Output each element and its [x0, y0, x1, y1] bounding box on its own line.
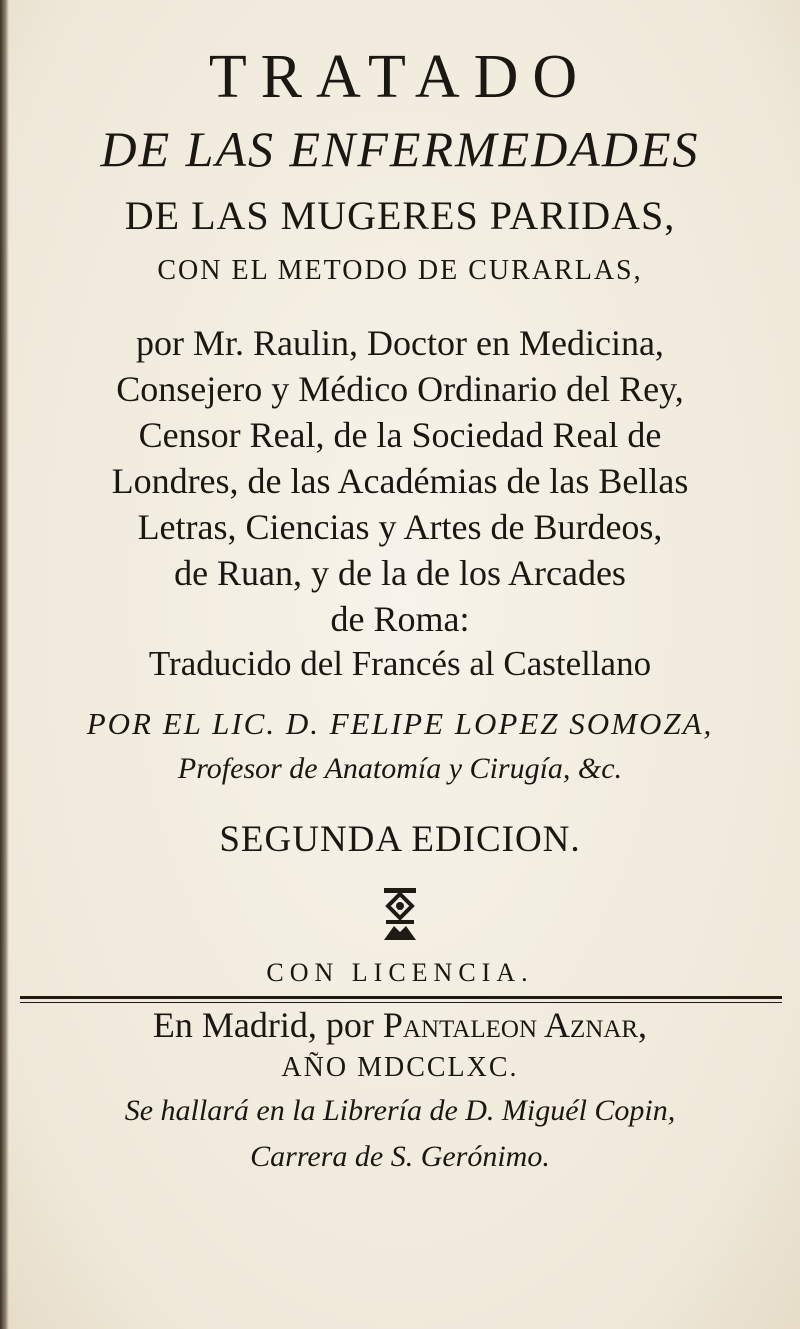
- author-line: Consejero y Médico Ordinario del Rey,: [116, 369, 684, 409]
- subtitle-line-3: CON EL METODO DE CURARLAS,: [157, 255, 643, 286]
- author-line: de Roma:: [330, 599, 470, 639]
- imprint-place: [0, 1004, 800, 1046]
- imprint-printer: Pantaleon Aznar,: [382, 1005, 648, 1045]
- translator-name: POR EL LIC. D. FELIPE LOPEZ SOMOZA,: [86, 706, 714, 741]
- translator-title: Profesor de Anatomía y Cirugía, &c.: [177, 752, 623, 785]
- divider-rule-thin: [20, 1002, 782, 1003]
- license-statement: CON LICENCIA.: [266, 958, 534, 987]
- author-line: Censor Real, de la Sociedad Real de: [138, 415, 662, 455]
- divider-rule: [20, 996, 782, 999]
- imprint-seller-address: Carrera de S. Gerónimo.: [250, 1140, 550, 1173]
- imprint-seller: Se hallará en la Librería de D. Miguél Copin,: [124, 1094, 676, 1127]
- author-line: Letras, Ciencias y Artes de Burdeos,: [137, 507, 663, 547]
- imprint-year: AÑO MDCCLXC.: [281, 1052, 519, 1083]
- author-line: de Ruan, y de la de los Arcades: [174, 553, 626, 593]
- subtitle-line-2: DE LAS MUGERES PARIDAS,: [124, 193, 676, 238]
- author-line: por Mr. Raulin, Doctor en Medicina,: [136, 323, 664, 363]
- edition-statement: SEGUNDA EDICION.: [219, 819, 581, 860]
- main-title: TRATADO: [208, 43, 592, 111]
- imprint-place-prefix: En Madrid, por: [152, 1005, 383, 1045]
- subtitle-line-1: DE LAS ENFERMEDADES: [100, 121, 700, 177]
- author-line: Londres, de las Académias de las Bellas: [111, 461, 689, 501]
- translation-statement: Traducido del Francés al Castellano: [148, 644, 652, 683]
- printer-ornament-icon: [378, 886, 422, 942]
